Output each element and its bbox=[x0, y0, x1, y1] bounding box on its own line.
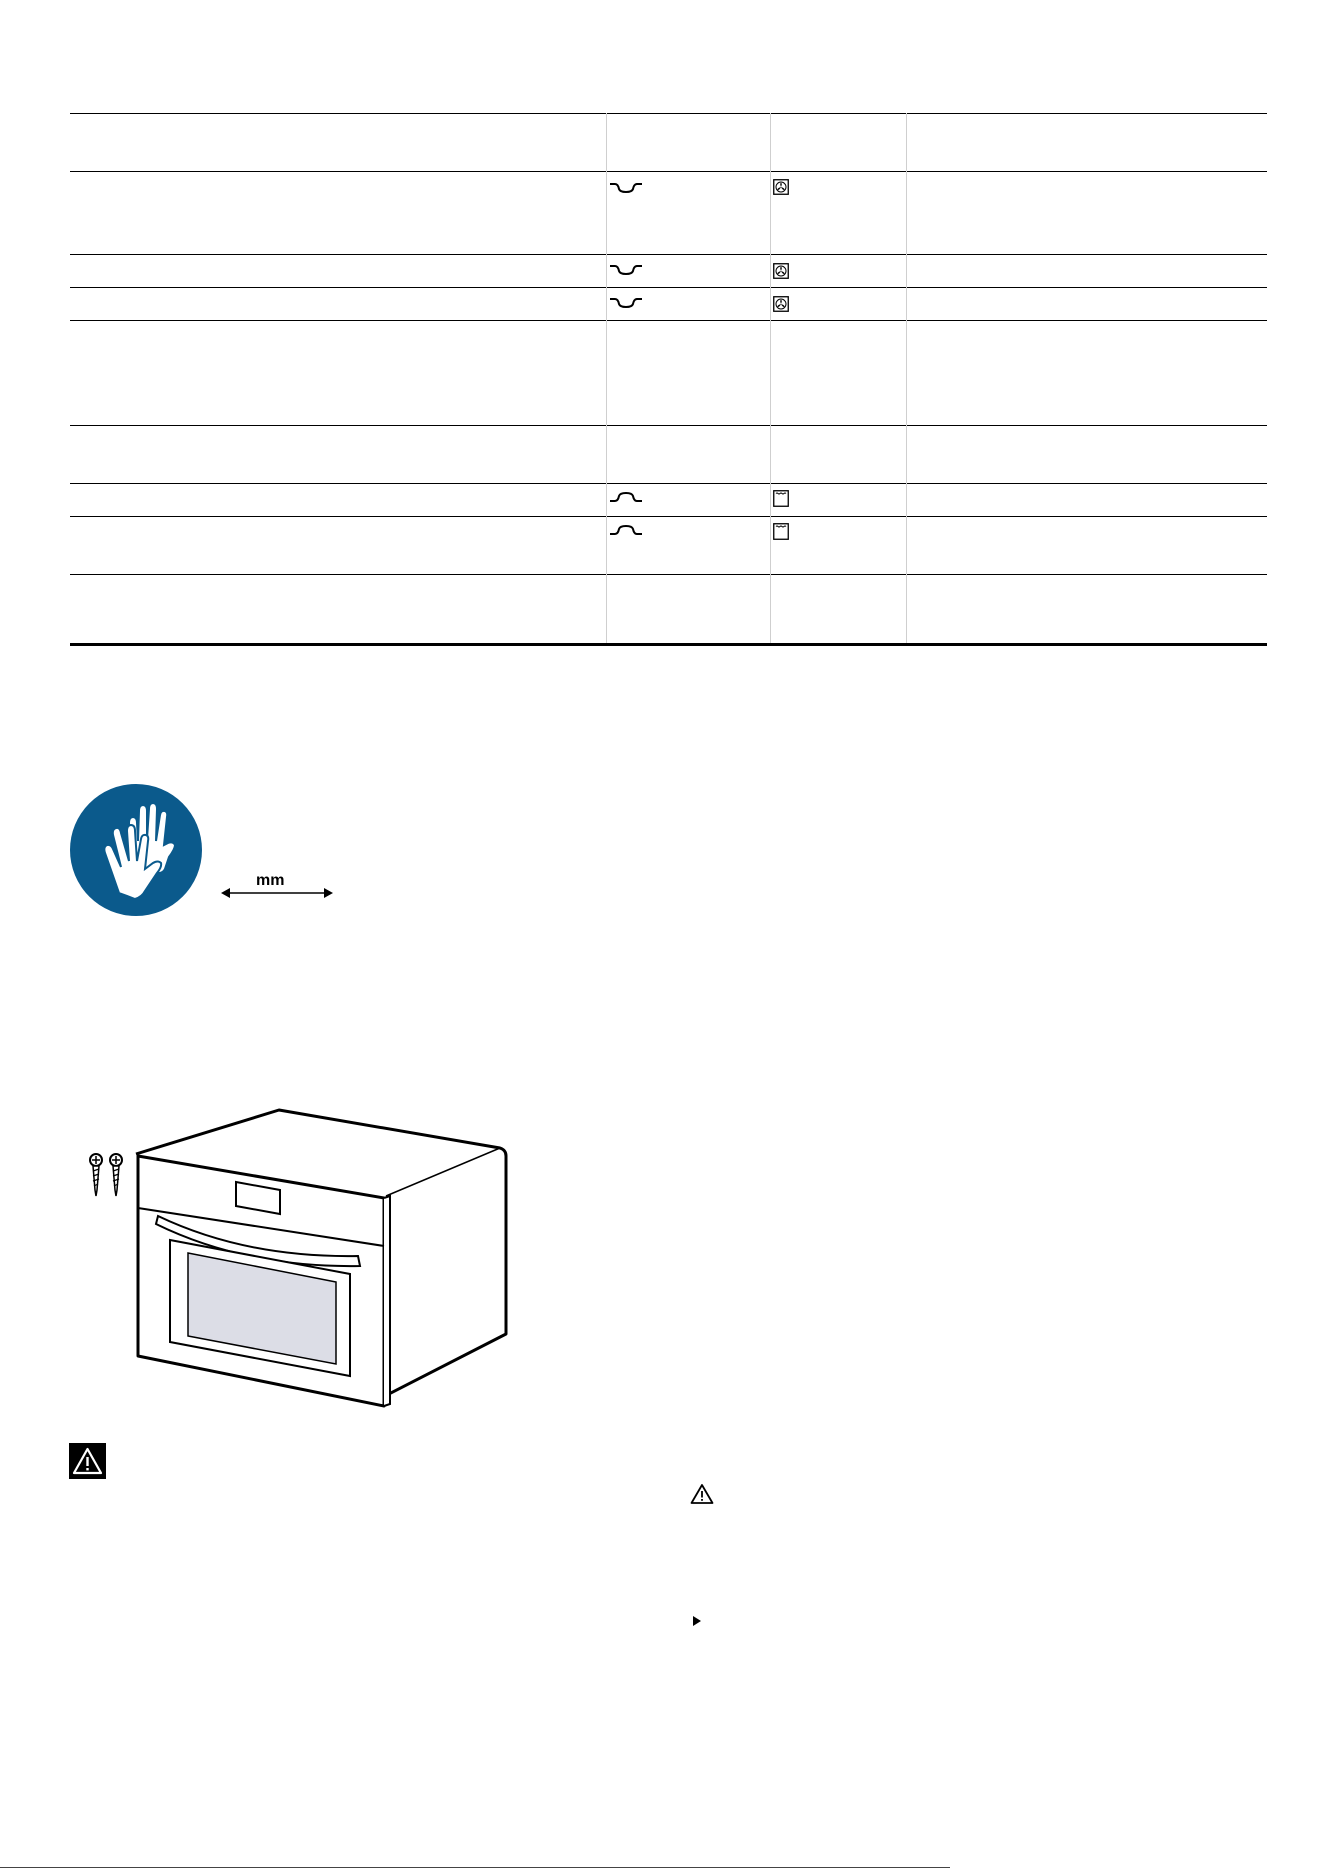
top-heat-icon bbox=[773, 490, 789, 507]
bullet-arrow-icon bbox=[692, 1615, 702, 1627]
table-bottom-rule bbox=[70, 643, 1267, 646]
table-rule bbox=[70, 574, 1267, 575]
table-column-divider bbox=[606, 113, 607, 643]
table-rule bbox=[70, 171, 1267, 172]
warning-icon bbox=[69, 1443, 106, 1479]
rack-down-icon bbox=[609, 263, 643, 277]
table-column-divider bbox=[906, 113, 907, 643]
fan-icon bbox=[773, 296, 789, 312]
dimension-unit-label: mm bbox=[256, 872, 285, 889]
table-rule bbox=[70, 113, 1267, 114]
rack-down-icon bbox=[609, 181, 643, 195]
top-heat-icon bbox=[773, 523, 789, 540]
table-rule bbox=[70, 483, 1267, 484]
warning-outline-icon bbox=[690, 1483, 714, 1505]
table-rule bbox=[70, 320, 1267, 321]
rack-up-icon bbox=[609, 523, 643, 537]
double-arrow-icon bbox=[220, 886, 334, 900]
table-rule bbox=[70, 516, 1267, 517]
page-footer-rule bbox=[0, 1867, 950, 1868]
table-rule bbox=[70, 254, 1267, 255]
rack-down-icon bbox=[609, 296, 643, 310]
built-in-oven-illustration bbox=[86, 1106, 522, 1418]
rack-up-icon bbox=[609, 490, 643, 504]
table-rule bbox=[70, 287, 1267, 288]
table-column-divider bbox=[770, 113, 771, 643]
protective-gloves-icon bbox=[69, 783, 203, 917]
fan-icon bbox=[773, 263, 789, 279]
screws-icon bbox=[90, 1154, 122, 1196]
table-rule bbox=[70, 425, 1267, 426]
fan-icon bbox=[773, 179, 789, 195]
